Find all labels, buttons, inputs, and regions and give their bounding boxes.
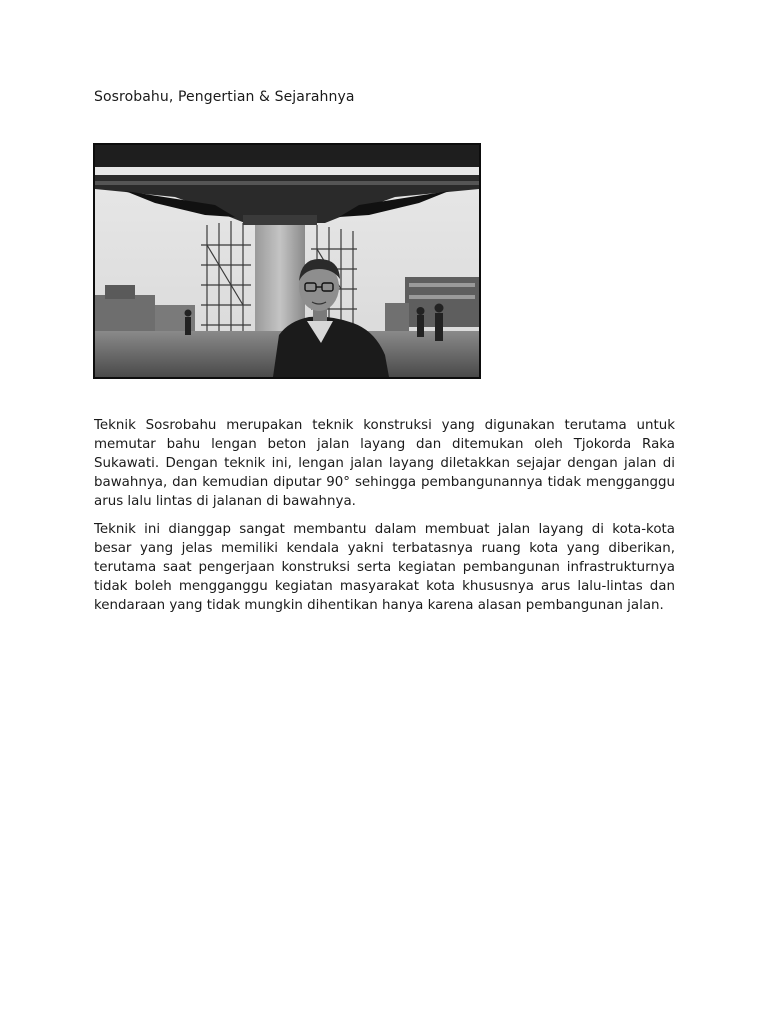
document-title: Sosrobahu, Pengertian & Sejarahnya bbox=[94, 89, 355, 105]
document-body bbox=[94, 416, 675, 624]
paragraph-1: Teknik Sosrobahu merupakan teknik konstruksi yang digunakan terutama untuk memutar bahu lengan beton jalan layang dan ditemukan oleh Tjokorda Raka Sukawati. Dengan teknik ini, lengan jalan layang diletakkan sejajar dengan jalan di bawahnya, dan kemudian diputar 90° sehingga pembangunannya tidak mengganggu arus lalu lintas di jalanan di bawahnya. bbox=[94, 418, 675, 509]
sosrobahu-photo bbox=[93, 143, 481, 379]
paragraph-2: Teknik ini dianggap sangat membantu dalam membuat jalan layang di kota-kota besar yang jelas memiliki kendala yakni terbatasnya ruang kota yang diberikan, terutama saat pengerjaan konstruksi serta kegiatan pembangunan infrastrukturnya tidak boleh mengganggu kegiatan masyarakat kota khususnya arus lalu-lintas dan kendaraan yang tidak mungkin dihentikan hanya karena alasan pembangunan jalan. bbox=[94, 522, 675, 613]
